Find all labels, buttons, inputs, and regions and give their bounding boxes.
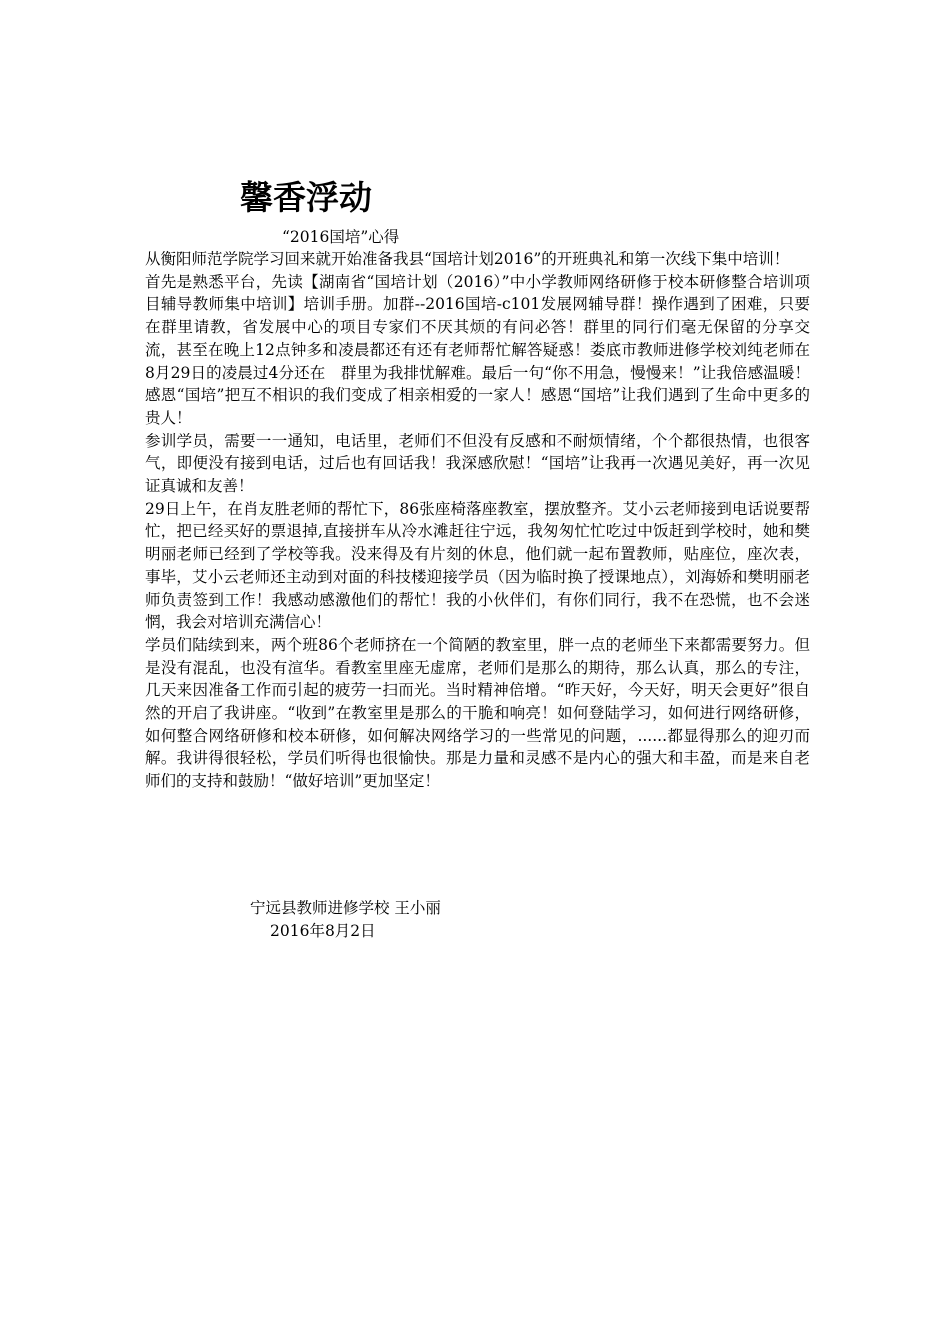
paragraph-1: 从衡阳师范学院学习回来就开始准备我县“国培计划2016”的开班典礼和第一次线下集中培训！: [145, 250, 790, 268]
document-date: 2016年8月2日: [270, 922, 376, 940]
paragraph-5: 学员们陆续到来，两个班86个老师挤在一个简陋的教室里，胖一点的老师坐下来都需要努力。但是没有混乱，也没有渲华。看教室里座无虚席，老师们是那么的期待，那么认真，那么的专注，几天来因准备工作而引起的疲劳一扫而光。当时精神倍增。“昨天好，今天好，明天会更好”很自然的开启了我讲座。“收到”在教室里是那么的干脆和响亮！如何登陆学习，如何进行网络研修，如何整合网络研修和校本研修，如何解决网络学习的一些常见的问题，......都显得那么的迎刃而解。我讲得很轻松，学员们听得也很愉快。那是力量和灵感不是内心的强大和丰盈，而是来自老师们的支持和鼓励！“做好培训”更加坚定！: [145, 635, 810, 791]
paragraph-3: 参训学员，需要一一通知，电话里，老师们不但没有反感和不耐烦情绪，个个都很热情，也很客气，即便没有接到电话，过后也有回话我！我深感欣慰！“国培”让我再一次遇见美好，再一次见证真诚和友善！: [145, 431, 810, 496]
document-body: [145, 248, 810, 793]
document-subtitle: “2016国培”心得: [282, 228, 400, 246]
author-signature: 宁远县教师进修学校 王小丽: [250, 899, 441, 917]
document-title: 馨香浮动: [240, 178, 372, 217]
paragraph-2: 首先是熟悉平台，先读【湖南省“国培计划（2016）”中小学教师网络研修于校本研修整合培训项目辅导教师集中培训】培训手册。加群--2016国培-c101发展网辅导群！操作遇到了困难，只要在群里请教，省发展中心的项目专家们不厌其烦的有问必答！群里的同行们毫无保留的分享交流，甚至在晚上12点钟多和凌晨都还有还有老师帮忙解答疑惑！娄底市教师进修学校刘纯老师在8月29日的凌晨过4分还在 群里为我排忧解难。最后一句“你不用急，慢慢来！”让我倍感温暖！感恩“国培”把互不相识的我们变成了相亲相爱的一家人！感恩“国培”让我们遇到了生命中更多的贵人！: [145, 272, 810, 427]
paragraph-4: 29日上午，在肖友胜老师的帮忙下，86张座椅落座教室，摆放整齐。艾小云老师接到电话说要帮忙，把已经买好的票退掉,直接拼车从冷水滩赶往宁远，我匆匆忙忙吃过中饭赶到学校时，她和樊明丽老师已经到了学校等我。没来得及有片刻的休息，他们就一起布置教师，贴座位，座次表，事毕，艾小云老师还主动到对面的科技楼迎接学员（因为临时换了授课地点），刘海娇和樊明丽老师负责签到工作！我感动感激他们的帮忙！我的小伙伴们，有你们同行，我不在恐慌，也不会迷惘，我会对培训充满信心！: [145, 499, 810, 632]
